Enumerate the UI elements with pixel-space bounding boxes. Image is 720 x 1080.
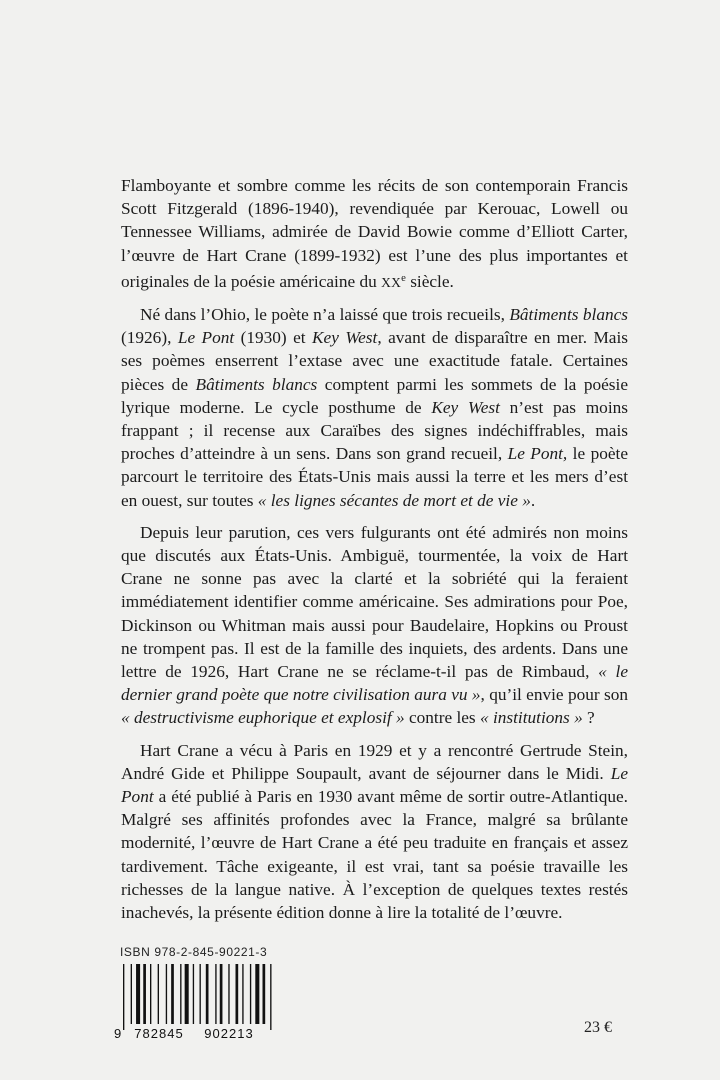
text-segment: .: [530, 490, 536, 510]
italic-text: « les lignes sécantes de mort et de vie »: [257, 490, 531, 510]
barcode-bar: [158, 964, 159, 1024]
barcode-bar: [206, 964, 209, 1024]
italic-text: « le dernier grand poète que notre civilisation aura vu »: [121, 661, 628, 705]
paragraph: [121, 739, 628, 925]
text-segment: a été publié à Paris en 1930 avant même de sortir outre-Atlantique. Malgré ses affinités profondes avec la France, malgré sa brûlante modernité, l’œuvre de Hart Crane a été peu traduite en français et assez tardivement. Tâche exigeante, il est vrai, tant sa poésie travaille les richesses de la langue native. À l’exception de quelques textes restés inachevés, la présente édition donne à lire la totalité de l’œuvre.: [121, 786, 628, 922]
barcode-bar: [270, 964, 271, 1030]
barcode-bar: [166, 964, 167, 1024]
barcode-bar: [200, 964, 201, 1024]
barcode-bar: [180, 964, 181, 1024]
text-segment: Hart Crane a vécu à Paris en 1929 et y a rencontré Gertrude Stein, André Gide et Philippe Soupault, avant de séjourner dans le Midi.: [121, 740, 628, 783]
text-segment: contre les: [404, 708, 480, 728]
barcode-digit-first: 9: [114, 1026, 122, 1040]
text-segment: , qu’il envie pour son: [480, 685, 628, 705]
italic-text: Key West: [312, 328, 378, 348]
text-segment: Depuis leur parution, ces vers fulgurants ont été admirés non moins que discutés aux États-Unis. Ambiguë, tourmentée, la voix de Hart Crane ne sonne pas avec la clarté et la sobriété qui la feraient immédiatement identifier comme américaine. Ses admirations pour Poe, Dickinson ou Whitman mais aussi pour Baudelaire, Hopkins ou Proust ne trompent pas. Il est de la famille des inquiets, des ardents. Dans une lettre de 1926, Hart Crane ne se réclame-t-il pas de Rimbaud,: [121, 522, 628, 681]
barcode-bar: [250, 964, 251, 1024]
paragraph: [121, 521, 628, 730]
text-segment: n’est pas moins frappant ; il recense aux Caraïbes des signes indéchiffrables, mais proches d’atteindre à un sens. Dans son grand recueil,: [121, 397, 628, 464]
barcode-bar: [185, 964, 189, 1024]
text-segment: e: [401, 271, 406, 284]
barcode-bar: [150, 964, 151, 1024]
italic-text: Le Pont: [121, 763, 628, 806]
barcode-bar: [228, 964, 229, 1024]
text-segment: le poète parcourt le territoire des États-Unis mais aussi la terre et les mers d’est en ouest, sur toutes: [121, 444, 628, 510]
text-segment: ?: [582, 708, 595, 728]
italic-text: Bâtiments blancs: [195, 374, 318, 394]
text-segment: (1930) et: [234, 328, 313, 348]
price: 23 €: [584, 1019, 612, 1036]
paragraph: [121, 174, 628, 294]
barcode-digits-left: 782845: [134, 1026, 184, 1040]
barcode-bar: [143, 964, 146, 1024]
barcode-bar: [136, 964, 140, 1024]
barcode-bar: [215, 964, 216, 1024]
text-segment: , avant de disparaître en mer. Mais ses poèmes enserrent l’extase avec une exactitude fatale. Certaines pièces de: [121, 328, 629, 394]
barcode-bar: [131, 964, 132, 1024]
text-segment: XX: [381, 274, 402, 290]
text-segment: (1926),: [121, 328, 178, 348]
barcode-bar: [242, 964, 243, 1024]
text-segment: comptent parmi les sommets de la poésie lyrique moderne. Le cycle posthume de: [121, 374, 628, 417]
barcode-bar: [236, 964, 239, 1024]
isbn-label: ISBN 978-2-845-90221-3: [120, 945, 268, 959]
text-segment: siècle.: [405, 271, 454, 291]
barcode-digits-right: 902213: [204, 1026, 254, 1040]
text-segment: Né dans l’Ohio, le poète n’a laissé que trois recueils,: [140, 304, 510, 324]
italic-text: Bâtiments blancs: [509, 304, 628, 324]
italic-text: Key West: [431, 397, 500, 417]
barcode-bar: [220, 964, 223, 1024]
italic-text: Le Pont: [177, 328, 235, 348]
blurb-text: [121, 174, 628, 933]
barcode-bar: [123, 964, 124, 1030]
barcode-bar: [171, 964, 174, 1024]
italic-text: Le Pont,: [507, 444, 568, 464]
paragraph: [121, 303, 628, 512]
barcode-bar: [255, 964, 259, 1024]
text-segment: Flamboyante et sombre comme les récits de son contemporain Francis Scott Fitzgerald (1896-1940), revendiquée par Kerouac, Lowell ou Tennessee Williams, admirée de David Bowie comme d’Elliott Carter, l’œuvre de Hart Crane (1899-1932) est l’une des plus importantes et originales de la poésie américaine du: [121, 176, 628, 291]
barcode-bar: [263, 964, 266, 1024]
barcode: [111, 962, 281, 1040]
barcode-bar: [193, 964, 194, 1024]
italic-text: « destructivisme euphorique et explosif »: [121, 708, 405, 728]
italic-text: « institutions »: [479, 708, 583, 728]
